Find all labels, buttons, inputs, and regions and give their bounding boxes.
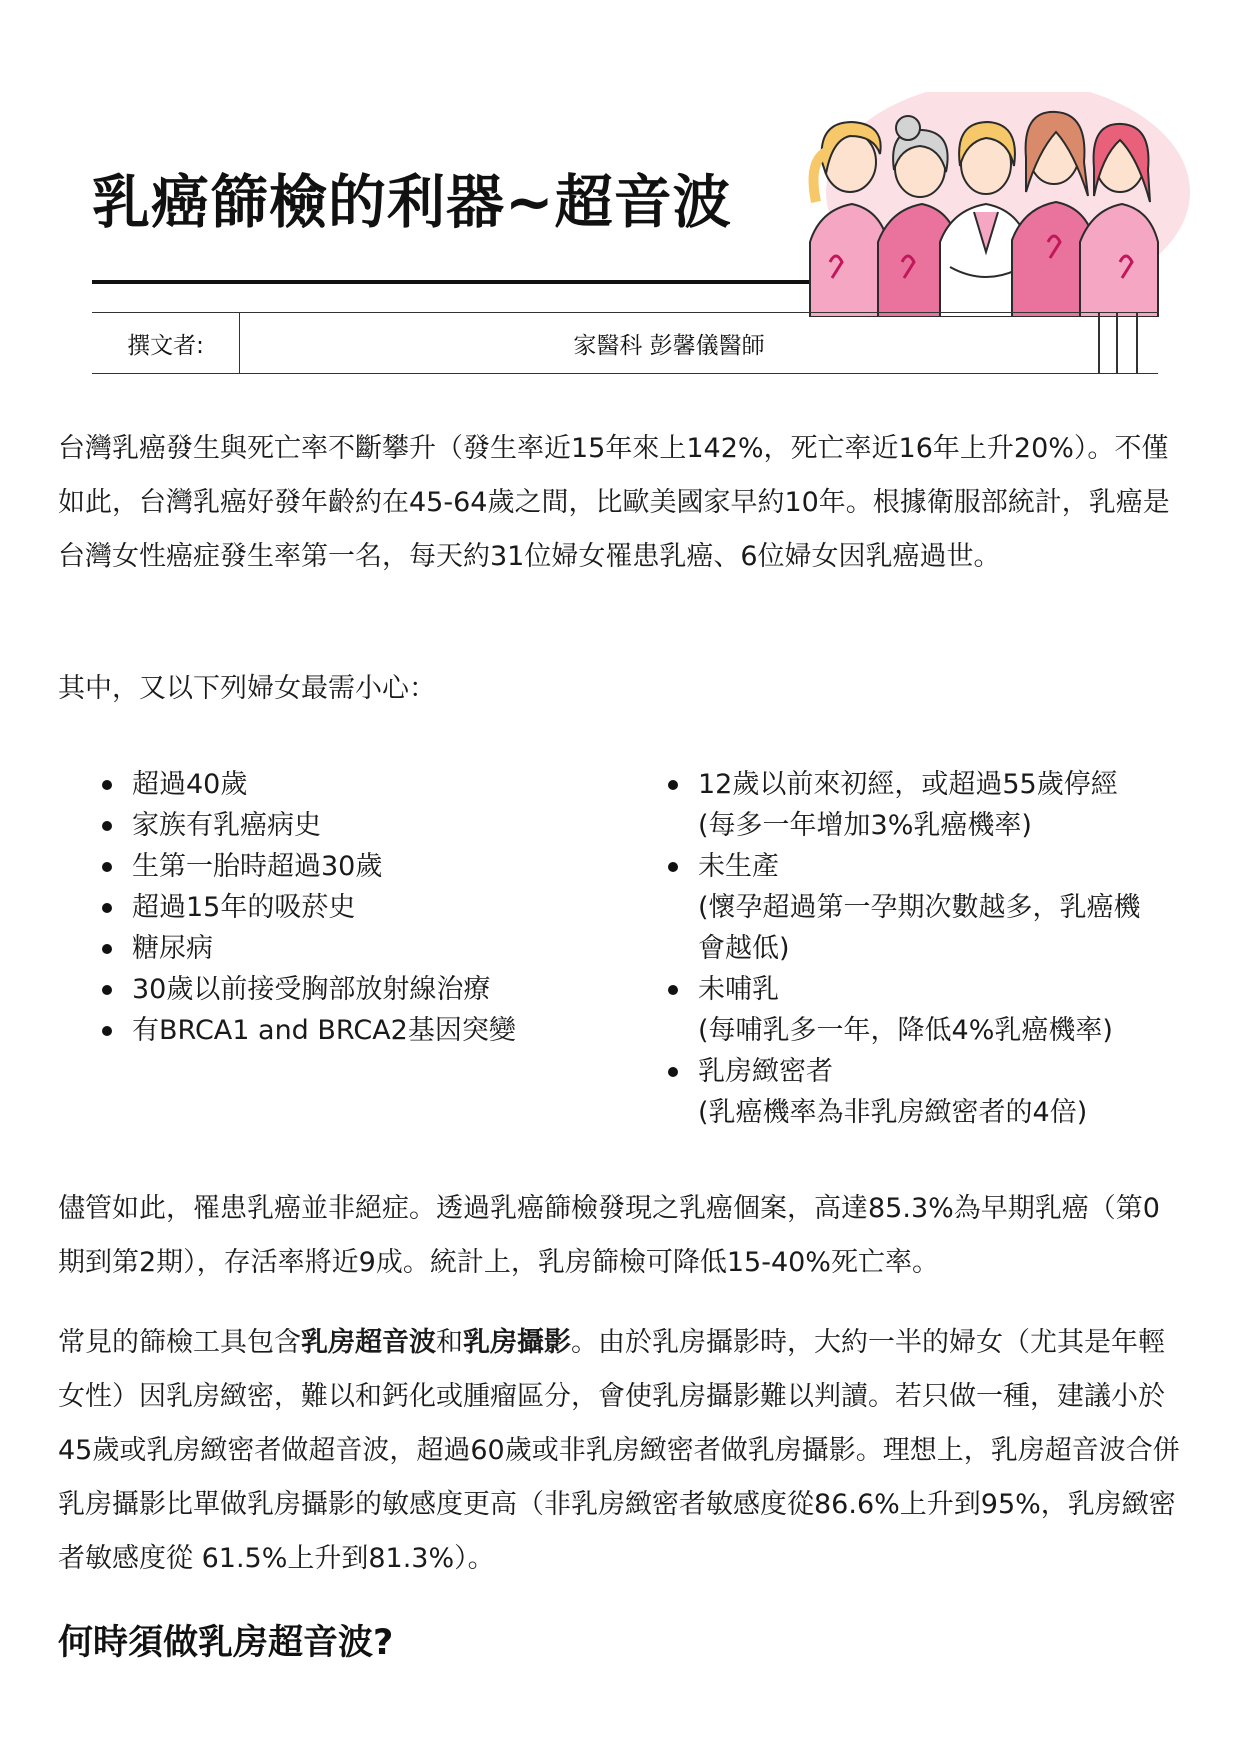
bold-term-mammography: 乳房攝影: [463, 1327, 571, 1358]
list-item: 糖尿病: [98, 928, 618, 969]
women-pink-ribbon-illustration: [790, 92, 1190, 317]
screening-tools-paragraph: [58, 1316, 1183, 1586]
risk-factor-note: (每哺乳多一年，降低4%乳癌機率): [698, 1015, 1113, 1046]
list-item: 生第一胎時超過30歲: [98, 846, 618, 887]
author-name: 家醫科 彭馨儀醫師: [573, 332, 765, 359]
table-divider: [1116, 313, 1118, 373]
risk-factor-list-right: [664, 764, 1164, 1133]
table-divider: [1098, 313, 1100, 373]
risk-factor-text: 未生產: [698, 851, 779, 882]
list-item: [664, 764, 1164, 846]
author-table: [92, 312, 1158, 374]
page-title: 乳癌篩檢的利器~超音波: [92, 168, 732, 236]
intro-paragraph: 台灣乳癌發生與死亡率不斷攀升（發生率近15年來上142%，死亡率近16年上升20%）。不僅如此，台灣乳癌好發年齡約在45-64歲之間，比歐美國家早約10年。根據衛服部統計，乳癌是台灣女性癌症發生率第一名，每天約31位婦女罹患乳癌、6位婦女因乳癌過世。: [58, 433, 1170, 572]
author-label: 撰文者:: [92, 313, 240, 373]
risk-factor-list-left: [98, 764, 618, 1051]
title-underline: [92, 280, 852, 284]
survival-paragraph: 儘管如此，罹患乳癌並非絕症。透過乳癌篩檢發現之乳癌個案，高達85.3%為早期乳癌（第0期到第2期），存活率將近9成。統計上，乳房篩檢可降低15-40%死亡率。: [58, 1193, 1160, 1278]
table-divider: [1136, 313, 1138, 373]
bold-term-ultrasound: 乳房超音波: [301, 1327, 436, 1358]
list-item: [664, 846, 1164, 969]
text-segment: 常見的篩檢工具包含: [58, 1327, 301, 1358]
list-item: 家族有乳癌病史: [98, 805, 618, 846]
risk-factor-note: (乳癌機率為非乳房緻密者的4倍): [698, 1097, 1088, 1128]
text-segment: 。由於乳房攝影時，大約一半的婦女（尤其是年輕女性）因乳房緻密，難以和鈣化或腫瘤區分，會使乳房攝影難以判讀。若只做一種，建議小於45歲或乳房緻密者做超音波，超過60歲或非乳房緻密者做乳房攝影。理想上，乳房超音波合併乳房攝影比單做乳房攝影的敏感度更高（非乳房緻密者敏感度從86.6%上升到95%，乳房緻密者敏感度從 61.5%上升到81.3%）。: [58, 1327, 1180, 1574]
risk-factor-note: (每多一年增加3%乳癌機率): [698, 810, 1032, 841]
risk-intro-text: 其中，又以下列婦女最需小心：: [58, 673, 436, 704]
list-item: [664, 969, 1164, 1051]
risk-factor-text: 12歲以前來初經，或超過55歲停經: [698, 769, 1118, 800]
risk-factor-note: (懷孕超過第一孕期次數越多，乳癌機會越低): [698, 892, 1141, 964]
risk-factor-text: 乳房緻密者: [698, 1056, 833, 1087]
list-item: 30歲以前接受胸部放射線治療: [98, 969, 618, 1010]
risk-factor-text: 未哺乳: [698, 974, 779, 1005]
list-item: 超過40歲: [98, 764, 618, 805]
list-item: [664, 1051, 1164, 1133]
section-heading: 何時須做乳房超音波?: [58, 1623, 394, 1663]
text-segment: 和: [436, 1327, 463, 1358]
list-item: 有BRCA1 and BRCA2基因突變: [98, 1010, 618, 1051]
list-item: 超過15年的吸菸史: [98, 887, 618, 928]
